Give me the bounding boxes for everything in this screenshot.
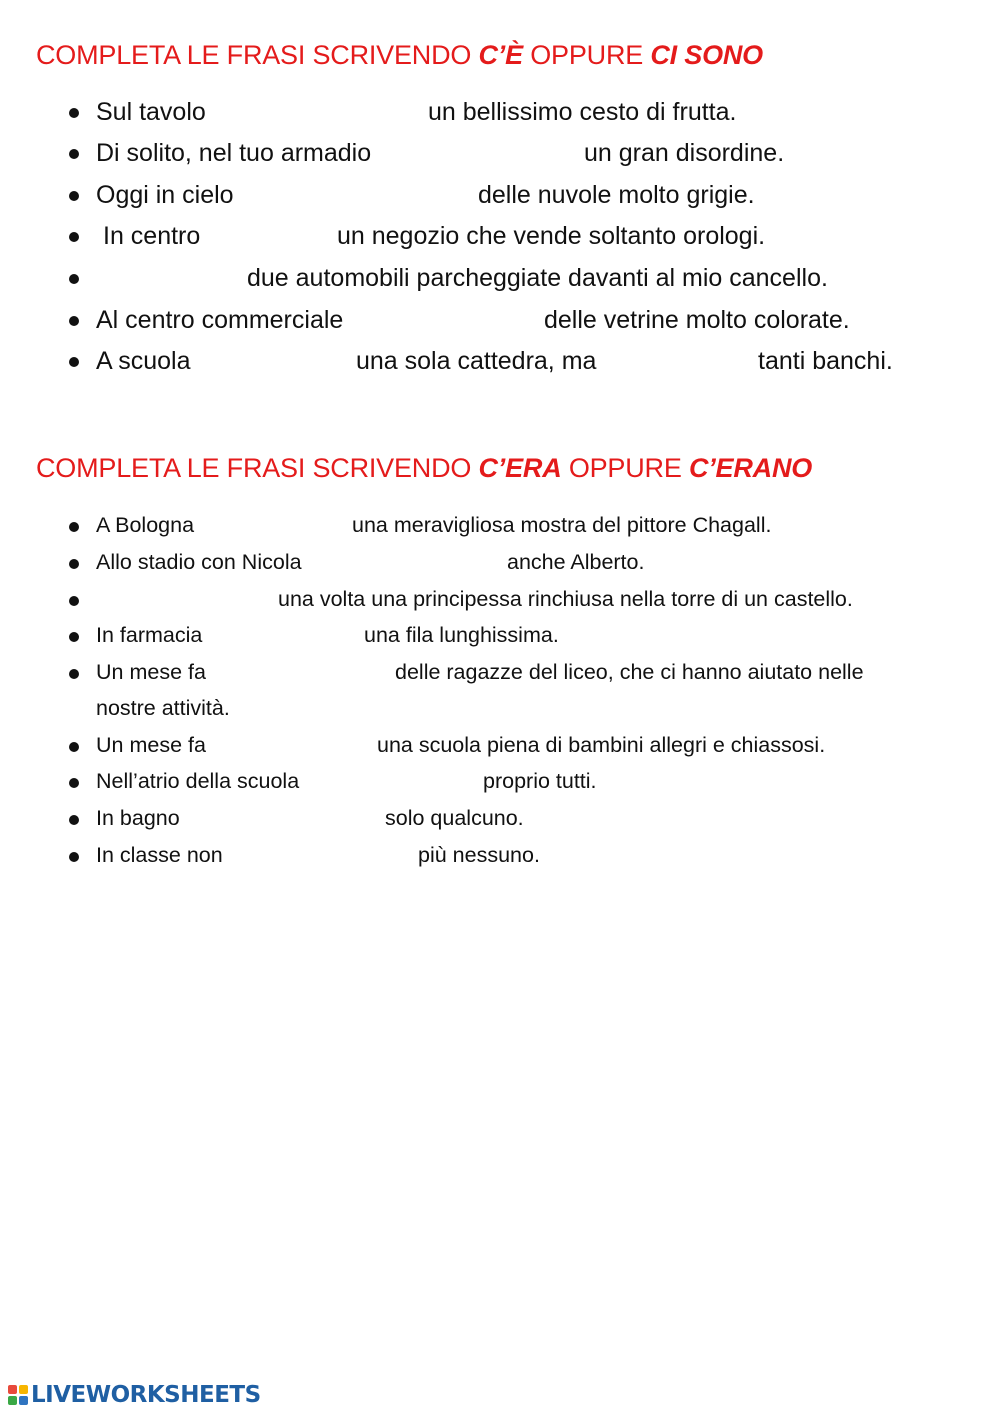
answer-input[interactable] [206, 347, 346, 373]
sentence-continuation: nostre attività. [96, 696, 230, 720]
sentence-end: due automobili parcheggiate davanti al mio cancello. [247, 264, 828, 292]
bullet [69, 815, 79, 825]
answer-input[interactable] [628, 347, 748, 373]
answer-input[interactable] [212, 513, 344, 539]
sentence-start: In classe non [96, 843, 223, 867]
answer-input[interactable] [226, 660, 386, 686]
answer-input[interactable] [338, 769, 474, 795]
bullet [69, 316, 79, 326]
heading-option-1: C’È [478, 40, 523, 70]
heading-prefix: COMPLETA LE FRASI SCRIVENDO [36, 40, 479, 70]
sentence-end: una meravigliosa mostra del pittore Chagall. [352, 513, 772, 537]
sentence-end: delle ragazze del liceo, che ci hanno aiutato nelle [395, 660, 864, 684]
answer-input[interactable] [96, 264, 238, 290]
sentence-start: Nell’atrio della scuola [96, 769, 300, 793]
logo-square [8, 1396, 17, 1405]
sentence-end: un bellissimo cesto di frutta. [428, 98, 737, 126]
sentence-start: In centro [103, 222, 201, 250]
sentence-end: tanti banchi. [758, 347, 893, 375]
answer-input[interactable] [96, 587, 270, 613]
answer-input[interactable] [226, 733, 368, 759]
sentence-start: Al centro commerciale [96, 306, 344, 334]
heading-option-2: CI SONO [650, 40, 763, 70]
bullet [69, 191, 79, 201]
sentence-start: In bagno [96, 806, 180, 830]
sentence-start: A scuola [96, 347, 191, 375]
bullet [69, 778, 79, 788]
logo-squares-icon [8, 1385, 28, 1405]
sentence-end: anche Alberto. [507, 550, 645, 574]
sentence-start: Un mese fa [96, 660, 206, 684]
sentence-end: delle vetrine molto colorate. [544, 306, 850, 334]
bullet [69, 357, 79, 367]
sentence-end: un negozio che vende soltanto orologi. [337, 222, 766, 250]
answer-input[interactable] [198, 806, 376, 832]
answer-input[interactable] [336, 550, 498, 576]
sentence-end: una scuola piena di bambini allegri e chiassosi. [377, 733, 826, 757]
sentence-start: Allo stadio con Nicola [96, 550, 302, 574]
bullet [69, 596, 79, 606]
logo-square [19, 1396, 28, 1405]
bullet [69, 274, 79, 284]
sentence-end: un gran disordine. [584, 139, 785, 167]
bullet [69, 149, 79, 159]
bullet [69, 522, 79, 532]
heading-option-2: C’ERANO [688, 453, 813, 483]
bullet [69, 632, 79, 642]
sentence-middle: una sola cattedra, ma [356, 347, 597, 375]
sentence-start: Sul tavolo [96, 98, 206, 126]
sentence-end: una fila lunghissima. [364, 623, 559, 647]
heading-prefix: COMPLETA LE FRASI SCRIVENDO [36, 453, 479, 483]
brand-name: LIVEWORKSHEETS [31, 1382, 261, 1408]
answer-input[interactable] [222, 222, 328, 248]
answer-input[interactable] [224, 623, 356, 649]
sentence-end: solo qualcuno. [385, 806, 524, 830]
bullet [69, 559, 79, 569]
answer-input[interactable] [380, 306, 534, 332]
logo-square [8, 1385, 17, 1394]
heading-option-1: C’ERA [478, 453, 562, 483]
bullet [69, 108, 79, 118]
liveworksheets-logo [8, 1382, 261, 1408]
answer-input[interactable] [242, 843, 408, 869]
sentence-start: In farmacia [96, 623, 203, 647]
sentence-start: Un mese fa [96, 733, 206, 757]
answer-input[interactable] [222, 98, 418, 124]
answer-input[interactable] [414, 139, 574, 165]
sentence-end: più nessuno. [418, 843, 540, 867]
bullet [69, 232, 79, 242]
heading-middle: OPPURE [522, 40, 651, 70]
answer-input[interactable] [252, 181, 468, 207]
logo-square [19, 1385, 28, 1394]
sentence-end: proprio tutti. [483, 769, 597, 793]
sentence-start: Di solito, nel tuo armadio [96, 139, 372, 167]
sentence-start: A Bologna [96, 513, 195, 537]
sentence-end: delle nuvole molto grigie. [478, 181, 755, 209]
bullet [69, 742, 79, 752]
bullet [69, 852, 79, 862]
bullet [69, 669, 79, 679]
heading-middle: OPPURE [561, 453, 689, 483]
sentence-start: Oggi in cielo [96, 181, 234, 209]
section2-heading [36, 453, 812, 484]
sentence-end: una volta una principessa rinchiusa nella torre di un castello. [278, 587, 853, 611]
section1-heading [36, 40, 763, 71]
